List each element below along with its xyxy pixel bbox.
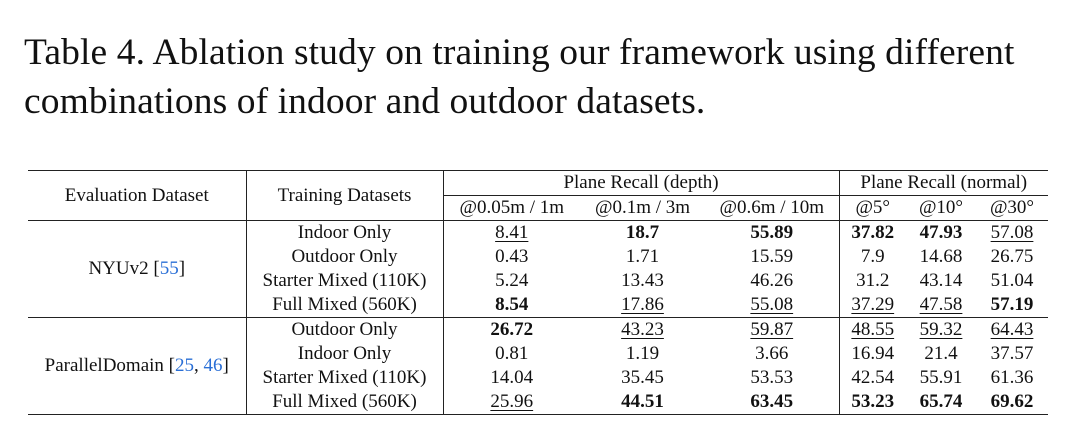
header-plane-recall-normal: Plane Recall (normal) (839, 171, 1048, 196)
recall-value: 55.08 (750, 294, 794, 315)
normal-recall-cell (906, 221, 976, 246)
recall-value: 69.62 (990, 391, 1034, 412)
header-depth-col-2: @0.1m / 3m (580, 196, 705, 221)
recall-value: 51.04 (990, 270, 1034, 291)
normal-recall-cell (839, 221, 906, 246)
recall-value: 14.04 (490, 367, 534, 388)
depth-recall-cell (443, 318, 580, 343)
depth-recall-cell (705, 293, 839, 318)
header-normal-col-3: @30° (976, 196, 1048, 221)
header-normal-col-1: @5° (839, 196, 906, 221)
header-depth-col-3: @0.6m / 10m (705, 196, 839, 221)
recall-value: 7.9 (860, 246, 885, 267)
normal-recall-cell (839, 293, 906, 318)
recall-value: 3.66 (755, 343, 789, 364)
recall-value: 35.45 (621, 367, 664, 388)
recall-value: 48.55 (851, 319, 895, 340)
recall-value: 44.51 (621, 391, 664, 412)
eval-dataset-paralleldomain (28, 318, 246, 415)
table-row (28, 318, 1048, 343)
depth-recall-cell (443, 390, 580, 415)
recall-value: 63.45 (750, 391, 794, 412)
citation-separator: , (194, 355, 204, 376)
depth-recall-cell (705, 318, 839, 343)
recall-value: 5.24 (495, 270, 529, 291)
header-normal-col-2: @10° (906, 196, 976, 221)
recall-value: 53.23 (851, 391, 895, 412)
recall-value: 18.7 (625, 222, 660, 243)
normal-recall-cell (906, 318, 976, 343)
depth-recall-cell (443, 293, 580, 318)
training-dataset-cell: Indoor Only (246, 221, 443, 246)
depth-recall-cell (580, 293, 705, 318)
recall-value: 37.57 (990, 343, 1034, 364)
recall-value: 0.43 (495, 246, 529, 267)
depth-recall-cell (580, 269, 705, 293)
recall-value: 55.91 (919, 367, 963, 388)
recall-value: 8.41 (495, 222, 529, 243)
recall-value: 14.68 (919, 246, 963, 267)
depth-recall-cell (443, 221, 580, 246)
recall-value: 57.08 (990, 222, 1034, 243)
recall-value: 43.14 (919, 270, 963, 291)
recall-value: 59.87 (750, 319, 794, 340)
normal-recall-cell (976, 293, 1048, 318)
recall-value: 16.94 (851, 343, 895, 364)
recall-value: 46.26 (750, 270, 794, 291)
eval-dataset-nyuv2 (28, 221, 246, 318)
normal-recall-cell (906, 293, 976, 318)
training-dataset-cell: Outdoor Only (246, 318, 443, 343)
recall-value: 42.54 (851, 367, 895, 388)
recall-value: 31.2 (856, 270, 890, 291)
recall-value: 13.43 (621, 270, 664, 291)
recall-value: 61.36 (990, 367, 1034, 388)
recall-value: 65.74 (919, 391, 963, 412)
normal-recall-cell (906, 269, 976, 293)
depth-recall-cell (580, 342, 705, 366)
header-training-datasets: Training Datasets (246, 171, 443, 221)
ablation-table-container (28, 170, 1048, 415)
recall-value: 47.93 (919, 222, 963, 243)
training-dataset-cell: Full Mixed (560K) (246, 293, 443, 318)
eval-dataset-suffix: ] (222, 355, 229, 376)
recall-value: 64.43 (990, 319, 1034, 340)
depth-recall-cell (705, 342, 839, 366)
normal-recall-cell (976, 269, 1048, 293)
normal-recall-cell (906, 342, 976, 366)
recall-value: 1.71 (625, 246, 660, 267)
recall-value: 37.29 (851, 294, 895, 315)
normal-recall-cell (839, 269, 906, 293)
normal-recall-cell (976, 318, 1048, 343)
recall-value: 1.19 (625, 343, 660, 364)
recall-value: 37.82 (851, 222, 895, 243)
normal-recall-cell (839, 342, 906, 366)
eval-dataset-name: NYUv2 [ (88, 258, 160, 279)
depth-recall-cell (705, 269, 839, 293)
recall-value: 53.53 (750, 367, 794, 388)
training-dataset-cell: Indoor Only (246, 342, 443, 366)
normal-recall-cell (839, 366, 906, 390)
recall-value: 55.89 (750, 222, 794, 243)
citation-link[interactable]: 25 (175, 355, 194, 376)
depth-recall-cell (580, 221, 705, 246)
normal-recall-cell (839, 390, 906, 415)
recall-value: 47.58 (919, 294, 963, 315)
normal-recall-cell (906, 245, 976, 269)
recall-value: 26.75 (990, 246, 1034, 267)
depth-recall-cell (580, 390, 705, 415)
header-evaluation-dataset: Evaluation Dataset (28, 171, 246, 221)
depth-recall-cell (705, 390, 839, 415)
recall-value: 15.59 (750, 246, 794, 267)
citation-link[interactable]: 55 (159, 258, 179, 279)
header-plane-recall-depth: Plane Recall (depth) (443, 171, 839, 196)
normal-recall-cell (976, 245, 1048, 269)
citation-link[interactable]: 46 (203, 355, 223, 376)
table-body (28, 221, 1048, 415)
header-depth-col-1: @0.05m / 1m (443, 196, 580, 221)
eval-dataset-name: ParallelDomain [ (44, 355, 175, 376)
normal-recall-cell (839, 245, 906, 269)
training-dataset-cell: Full Mixed (560K) (246, 390, 443, 415)
training-dataset-cell: Starter Mixed (110K) (246, 366, 443, 390)
table-caption: Table 4. Ablation study on training our framework using different combinations of indoor and outdoor datasets. (24, 32, 1015, 122)
recall-value: 17.86 (621, 294, 664, 315)
depth-recall-cell (580, 366, 705, 390)
depth-recall-cell (443, 342, 580, 366)
depth-recall-cell (580, 318, 705, 343)
recall-value: 57.19 (990, 294, 1034, 315)
recall-value: 43.23 (621, 319, 664, 340)
normal-recall-cell (976, 366, 1048, 390)
training-dataset-cell: Outdoor Only (246, 245, 443, 269)
normal-recall-cell (976, 221, 1048, 246)
training-dataset-cell: Starter Mixed (110K) (246, 269, 443, 293)
normal-recall-cell (976, 342, 1048, 366)
eval-dataset-suffix: ] (178, 258, 186, 279)
recall-value: 21.4 (924, 343, 958, 364)
table-header (28, 171, 1048, 221)
depth-recall-cell (443, 366, 580, 390)
normal-recall-cell (906, 366, 976, 390)
depth-recall-cell (443, 269, 580, 293)
recall-value: 25.96 (490, 391, 534, 412)
normal-recall-cell (839, 318, 906, 343)
depth-recall-cell (705, 366, 839, 390)
recall-value: 26.72 (490, 319, 534, 340)
ablation-table (28, 170, 1048, 415)
depth-recall-cell (443, 245, 580, 269)
recall-value: 0.81 (495, 343, 529, 364)
normal-recall-cell (906, 390, 976, 415)
recall-value: 8.54 (495, 294, 529, 315)
depth-recall-cell (705, 245, 839, 269)
depth-recall-cell (705, 221, 839, 246)
depth-recall-cell (580, 245, 705, 269)
normal-recall-cell (976, 390, 1048, 415)
recall-value: 59.32 (919, 319, 963, 340)
table-row (28, 221, 1048, 246)
